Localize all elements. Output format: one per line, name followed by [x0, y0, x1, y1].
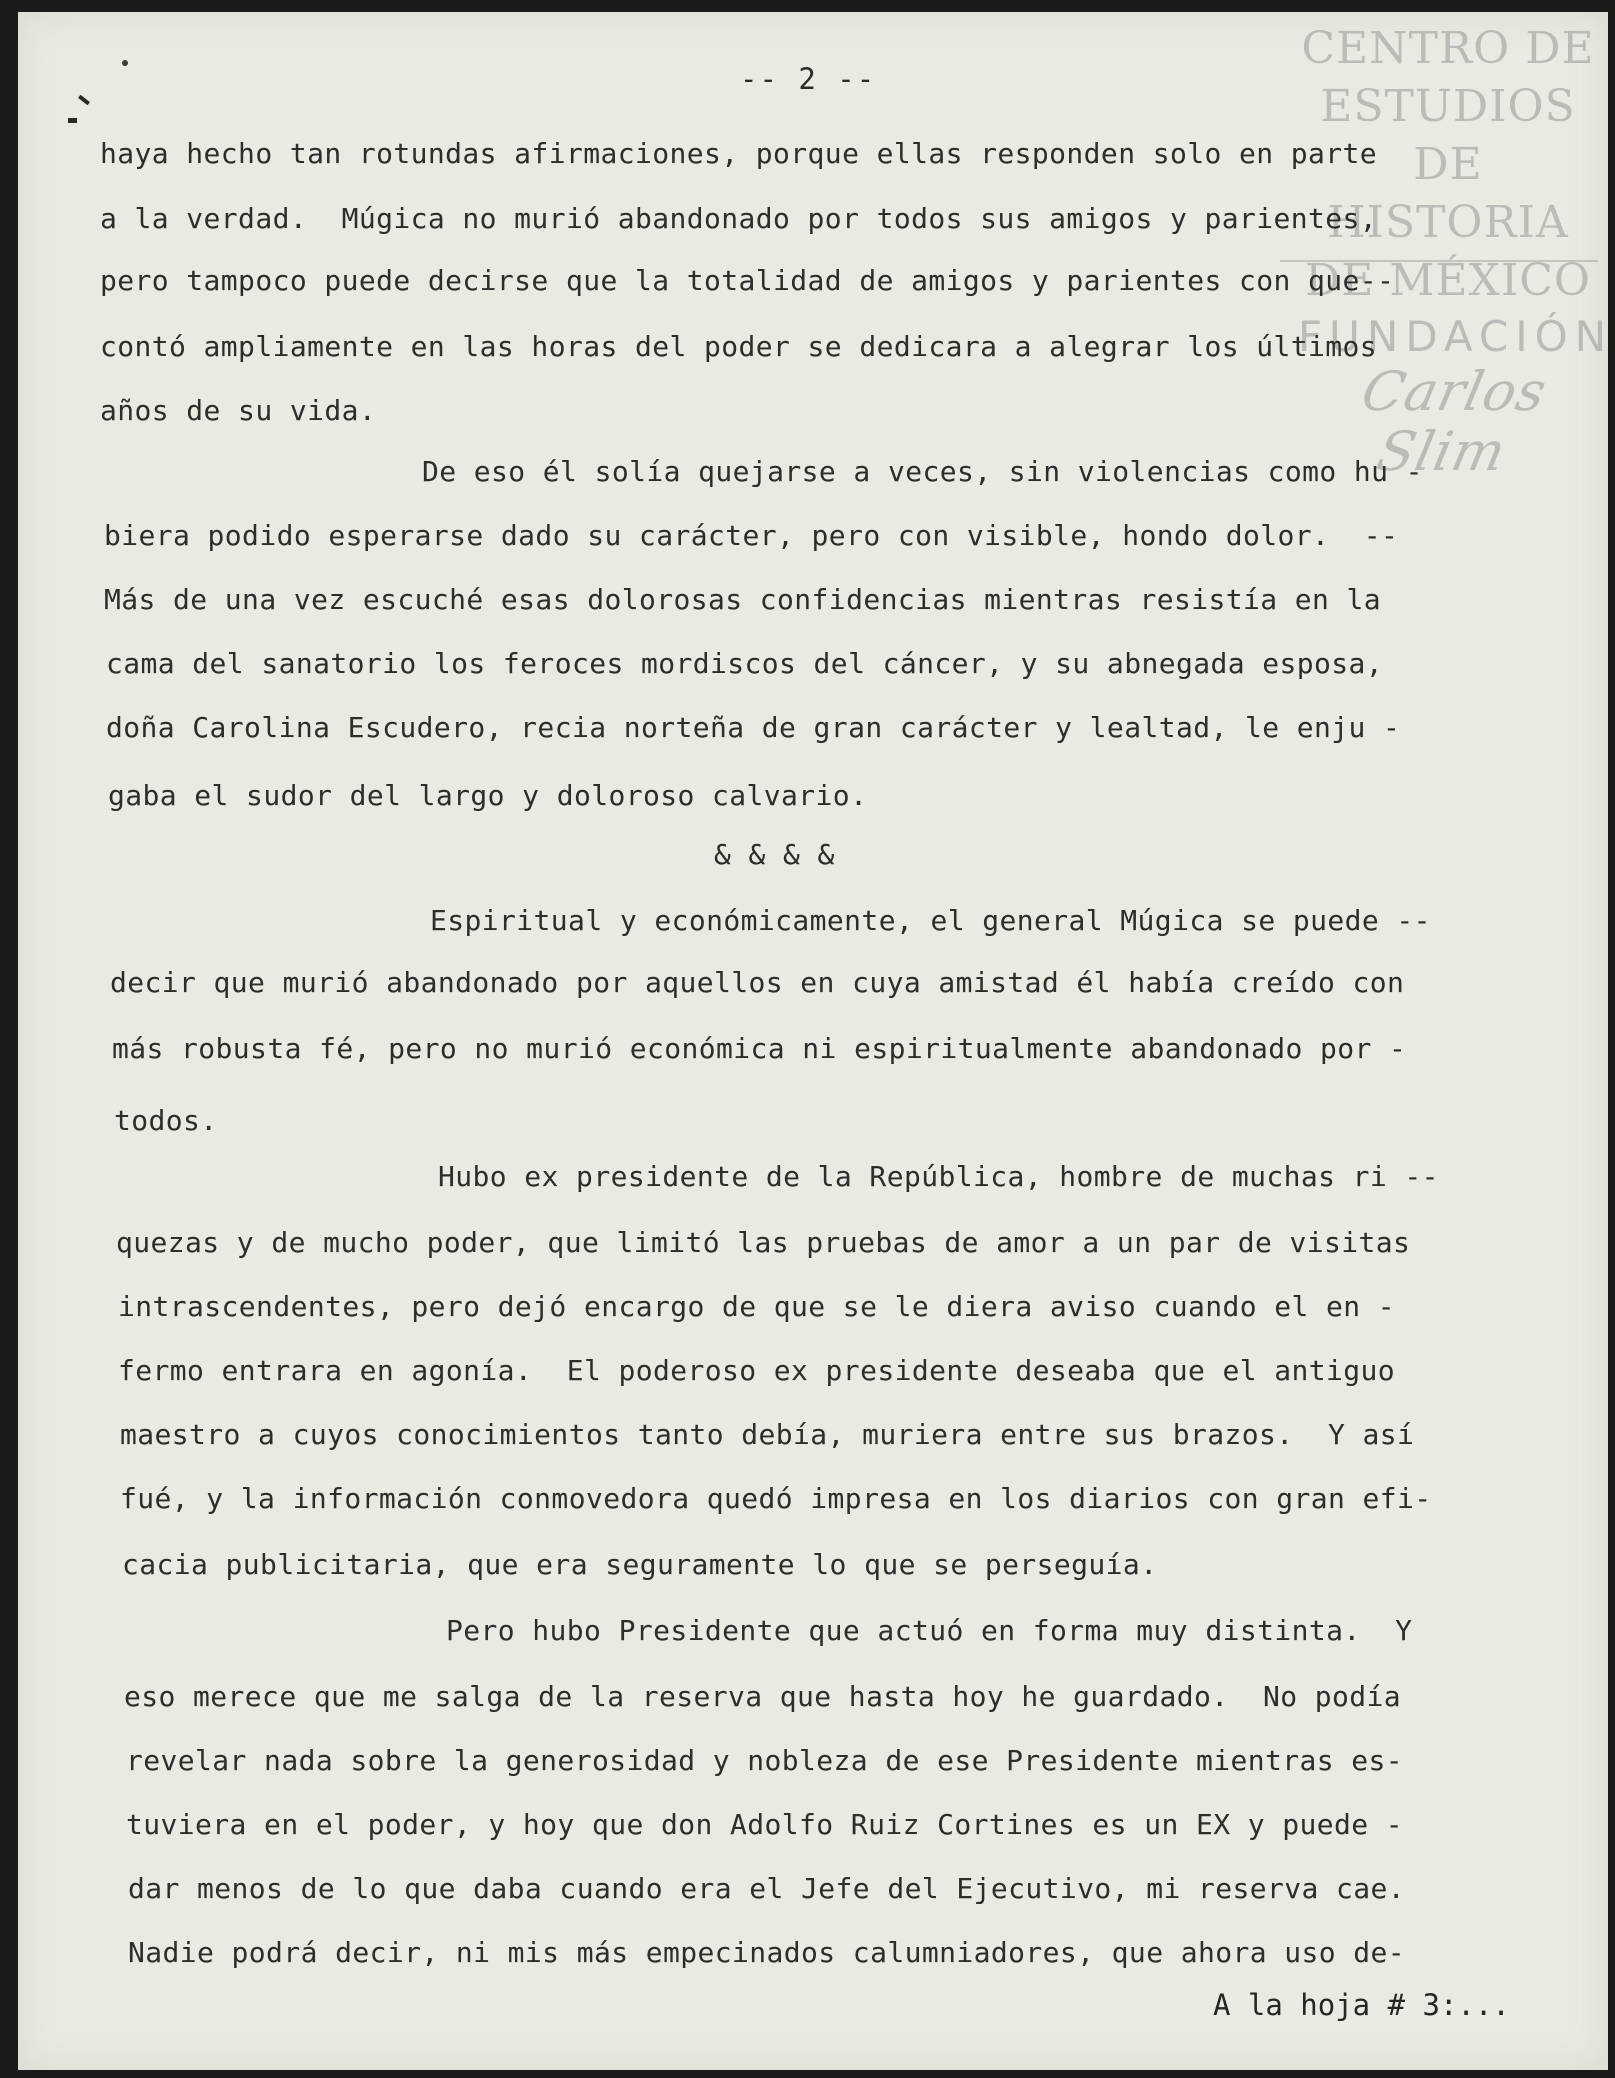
text-line: cacia publicitaria, que era seguramente lo que se perseguía. [122, 1548, 1158, 1581]
page-number: -- 2 -- [740, 62, 877, 96]
text-line: doña Carolina Escudero, recia norteña de gran carácter y lealtad, le enju - [106, 711, 1401, 744]
watermark-foundation: FUNDACIÓN [1298, 312, 1614, 361]
watermark-line: ESTUDIOS [1320, 81, 1576, 132]
text-line: gaba el sudor del largo y doloroso calvario. [108, 779, 868, 812]
watermark-signature: Carlos Slim [1356, 360, 1553, 483]
text-line: intrascendentes, pero dejó encargo de que se le diera aviso cuando el en - [118, 1290, 1396, 1323]
text-line: Hubo ex presidente de la República, hombre de muchas ri -- [438, 1160, 1439, 1193]
text-line: más robusta fé, pero no murió económica ni espiritualmente abandonado por - [112, 1032, 1407, 1065]
text-line: a la verdad. Múgica no murió abandonado por todos sus amigos y parientes, [100, 202, 1378, 235]
text-line: fermo entrara en agonía. El poderoso ex presidente deseaba que el antiguo [118, 1354, 1396, 1387]
text-line: quezas y de mucho poder, que limitó las pruebas de amor a un par de visitas [116, 1226, 1411, 1259]
watermark-line: DE HISTORIA [1327, 139, 1569, 248]
text-line: decir que murió abandonado por aquellos en cuya amistad él había creído con [110, 966, 1405, 999]
text-line: contó ampliamente en las horas del poder se dedicara a alegrar los últimos [100, 330, 1378, 363]
text-line: revelar nada sobre la generosidad y nobleza de ese Presidente mientras es- [126, 1744, 1404, 1777]
watermark-line: CENTRO DE [1301, 23, 1595, 74]
text-line: fué, y la información conmovedora quedó impresa en los diarios con gran efi- [120, 1482, 1432, 1515]
text-line: De eso él solía quejarse a veces, sin violencias como hu - [422, 455, 1423, 488]
continuation-note: A la hoja # 3:... [1213, 1988, 1510, 2022]
text-line: Espiritual y económicamente, el general Múgica se puede -- [430, 904, 1431, 937]
text-line: eso merece que me salga de la reserva que hasta hoy he guardado. No podía [124, 1680, 1402, 1713]
text-line: tuviera en el poder, y hoy que don Adolfo Ruiz Cortines es un EX y puede - [126, 1808, 1404, 1841]
text-line: cama del sanatorio los feroces mordiscos del cáncer, y su abnegada esposa, [106, 647, 1384, 680]
text-line: dar menos de lo que daba cuando era el Jefe del Ejecutivo, mi reserva cae. [128, 1872, 1406, 1905]
text-line: Pero hubo Presidente que actuó en forma muy distinta. Y [446, 1614, 1413, 1647]
text-line: todos. [114, 1104, 218, 1137]
ink-speck [122, 60, 128, 66]
text-line: biera podido esperarse dado su carácter, pero con visible, hondo dolor. -- [104, 519, 1399, 552]
text-line: pero tampoco puede decirse que la totalidad de amigos y parientes con que-- [100, 264, 1395, 297]
section-separator: & & & & [714, 838, 835, 871]
text-line: años de su vida. [100, 394, 377, 427]
archive-watermark [1298, 20, 1614, 483]
ink-speck [68, 118, 77, 123]
text-line: Más de una vez escuché esas dolorosas confidencias mientras resistía en la [104, 583, 1382, 616]
watermark-divider [1280, 260, 1598, 262]
text-line: Nadie podrá decir, ni mis más empecinados calumniadores, que ahora uso de- [128, 1936, 1406, 1969]
text-line: maestro a cuyos conocimientos tanto debía, muriera entre sus brazos. Y así [120, 1418, 1415, 1451]
watermark-line: DE MÉXICO [1305, 255, 1591, 306]
text-line: haya hecho tan rotundas afirmaciones, porque ellas responden solo en parte [100, 137, 1378, 170]
